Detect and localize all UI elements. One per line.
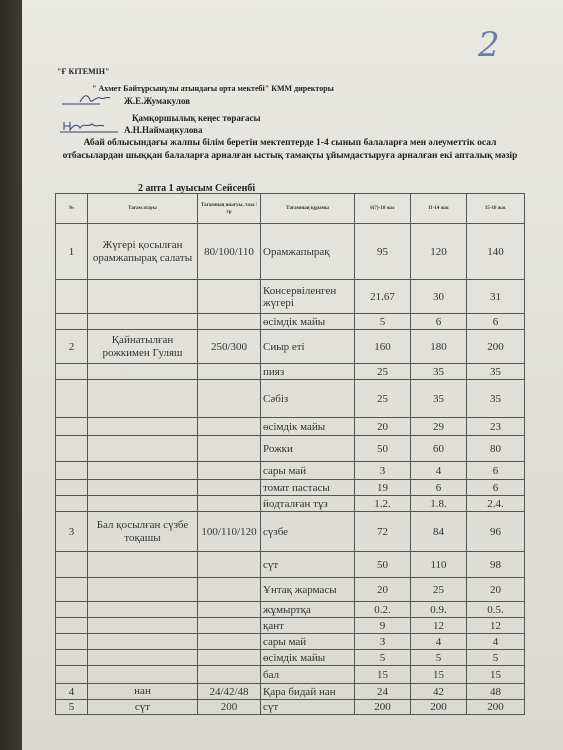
amount-11-14: 12 xyxy=(411,618,467,634)
ingredient-name: сары май xyxy=(261,634,355,650)
amount-15-18: 0.5. xyxy=(467,602,525,618)
dish-name xyxy=(88,314,198,330)
week-line: 2 апта 1 ауысым Сейсенбі xyxy=(138,183,256,194)
amount-15-18: 200 xyxy=(467,700,525,715)
dish-name xyxy=(88,578,198,602)
amount-11-14: 15 xyxy=(411,666,467,684)
column-header: 15-18 жас xyxy=(467,194,525,224)
amount-11-14: 5 xyxy=(411,650,467,666)
table-row xyxy=(56,364,525,380)
amount-15-18: 200 xyxy=(467,330,525,364)
ingredient-name: сүт xyxy=(261,552,355,578)
column-header: 11-14 жас xyxy=(411,194,467,224)
amount-6-10: 20 xyxy=(355,578,411,602)
amount-6-10: 1.2. xyxy=(355,496,411,512)
dish-name xyxy=(88,418,198,436)
row-number xyxy=(56,552,88,578)
amount-11-14: 29 xyxy=(411,418,467,436)
ingredient-name: жұмыртқа xyxy=(261,602,355,618)
table-row xyxy=(56,650,525,666)
handwritten-page-number: 2 xyxy=(478,25,500,65)
table-row xyxy=(56,480,525,496)
dish-name: нан xyxy=(88,684,198,700)
row-number xyxy=(56,618,88,634)
table-row xyxy=(56,418,525,436)
amount-15-18: 48 xyxy=(467,684,525,700)
row-number: 4 xyxy=(56,684,88,700)
menu-table xyxy=(55,193,525,715)
amount-15-18: 80 xyxy=(467,436,525,462)
table-row xyxy=(56,462,525,480)
dish-name xyxy=(88,666,198,684)
dish-yield xyxy=(198,552,261,578)
amount-11-14: 120 xyxy=(411,224,467,280)
amount-11-14: 30 xyxy=(411,280,467,314)
dish-yield xyxy=(198,480,261,496)
dish-yield xyxy=(198,650,261,666)
amount-11-14: 4 xyxy=(411,634,467,650)
dish-yield xyxy=(198,602,261,618)
amount-15-18: 96 xyxy=(467,512,525,552)
column-header: Тағамның құрамы xyxy=(261,194,355,224)
dish-yield xyxy=(198,578,261,602)
row-number: 3 xyxy=(56,512,88,552)
table-row xyxy=(56,380,525,418)
row-number: 1 xyxy=(56,224,88,280)
dish-yield: 100/110/120 xyxy=(198,512,261,552)
council-signature xyxy=(58,118,124,134)
amount-6-10: 15 xyxy=(355,666,411,684)
column-header: Тағамның шығуы, таза / гр xyxy=(198,194,261,224)
amount-6-10: 24 xyxy=(355,684,411,700)
amount-6-10: 50 xyxy=(355,436,411,462)
dish-name xyxy=(88,618,198,634)
dish-name: сүт xyxy=(88,700,198,715)
dish-yield: 24/42/48 xyxy=(198,684,261,700)
director-line: " Ахмет Байтұрсынұлы атындағы орта мектебі" КММ директоры xyxy=(92,84,334,93)
ingredient-name: өсімдік майы xyxy=(261,418,355,436)
ingredient-name: Консервіленген жүгері xyxy=(261,280,355,314)
ingredient-name: қант xyxy=(261,618,355,634)
director-signature xyxy=(60,92,122,106)
dish-name xyxy=(88,634,198,650)
amount-15-18: 12 xyxy=(467,618,525,634)
amount-6-10: 95 xyxy=(355,224,411,280)
dish-yield: 250/300 xyxy=(198,330,261,364)
row-number xyxy=(56,314,88,330)
amount-6-10: 3 xyxy=(355,634,411,650)
amount-11-14: 6 xyxy=(411,314,467,330)
amount-11-14: 0.9. xyxy=(411,602,467,618)
ingredient-name: Сәбіз xyxy=(261,380,355,418)
dish-yield xyxy=(198,418,261,436)
amount-6-10: 21.67 xyxy=(355,280,411,314)
dish-name xyxy=(88,650,198,666)
row-number xyxy=(56,496,88,512)
amount-11-14: 4 xyxy=(411,462,467,480)
dish-name: Қайнатылған рожкимен Гуляш xyxy=(88,330,198,364)
row-number: 5 xyxy=(56,700,88,715)
dish-name xyxy=(88,364,198,380)
ingredient-name: сүзбе xyxy=(261,512,355,552)
row-number xyxy=(56,418,88,436)
amount-6-10: 9 xyxy=(355,618,411,634)
table-row xyxy=(56,552,525,578)
table-row xyxy=(56,618,525,634)
row-number xyxy=(56,380,88,418)
amount-6-10: 5 xyxy=(355,314,411,330)
row-number xyxy=(56,602,88,618)
row-number xyxy=(56,280,88,314)
amount-6-10: 0.2. xyxy=(355,602,411,618)
dish-yield: 200 xyxy=(198,700,261,715)
approval-org: "Ғ КІТЕМІН" xyxy=(57,67,110,76)
dish-yield xyxy=(198,618,261,634)
amount-11-14: 84 xyxy=(411,512,467,552)
ingredient-name: йодталған тұз xyxy=(261,496,355,512)
amount-6-10: 25 xyxy=(355,380,411,418)
dish-yield xyxy=(198,436,261,462)
dish-name xyxy=(88,602,198,618)
row-number xyxy=(56,650,88,666)
table-row xyxy=(56,666,525,684)
amount-15-18: 6 xyxy=(467,480,525,496)
dish-yield xyxy=(198,462,261,480)
dish-name xyxy=(88,280,198,314)
column-header: Тағам атауы xyxy=(88,194,198,224)
amount-15-18: 31 xyxy=(467,280,525,314)
dish-name: Жүгері қосылған орамжапырақ салаты xyxy=(88,224,198,280)
table-row xyxy=(56,700,525,715)
amount-11-14: 35 xyxy=(411,364,467,380)
table-row xyxy=(56,330,525,364)
row-number xyxy=(56,364,88,380)
table-row xyxy=(56,280,525,314)
ingredient-name: бал xyxy=(261,666,355,684)
amount-6-10: 50 xyxy=(355,552,411,578)
dish-yield xyxy=(198,314,261,330)
table-row xyxy=(56,436,525,462)
row-number: 2 xyxy=(56,330,88,364)
table-row xyxy=(56,496,525,512)
dish-yield xyxy=(198,634,261,650)
dish-name xyxy=(88,496,198,512)
amount-15-18: 6 xyxy=(467,314,525,330)
ingredient-name: Рожки xyxy=(261,436,355,462)
amount-6-10: 19 xyxy=(355,480,411,496)
table-row xyxy=(56,578,525,602)
ingredient-name: Қара бидай нан xyxy=(261,684,355,700)
amount-11-14: 42 xyxy=(411,684,467,700)
amount-15-18: 6 xyxy=(467,462,525,480)
dish-yield xyxy=(198,496,261,512)
amount-15-18: 35 xyxy=(467,364,525,380)
amount-15-18: 5 xyxy=(467,650,525,666)
dish-yield xyxy=(198,364,261,380)
dish-name xyxy=(88,462,198,480)
director-name: Ж.Е.Жумакулов xyxy=(124,96,191,106)
amount-11-14: 35 xyxy=(411,380,467,418)
table-header-row xyxy=(56,194,525,224)
ingredient-name: өсімдік майы xyxy=(261,314,355,330)
column-header: № xyxy=(56,194,88,224)
ingredient-name: Орамжапырақ xyxy=(261,224,355,280)
amount-11-14: 1.8. xyxy=(411,496,467,512)
dish-name: Бал қосылған сүзбе тоқашы xyxy=(88,512,198,552)
row-number xyxy=(56,634,88,650)
table-row xyxy=(56,602,525,618)
amount-15-18: 140 xyxy=(467,224,525,280)
amount-11-14: 6 xyxy=(411,480,467,496)
amount-15-18: 98 xyxy=(467,552,525,578)
amount-15-18: 35 xyxy=(467,380,525,418)
ingredient-name: томат пастасы xyxy=(261,480,355,496)
dish-yield xyxy=(198,380,261,418)
amount-6-10: 200 xyxy=(355,700,411,715)
table-row xyxy=(56,634,525,650)
table-row xyxy=(56,314,525,330)
ingredient-name: өсімдік майы xyxy=(261,650,355,666)
council-name: А.Н.Наймаңкулова xyxy=(124,125,203,135)
council-title: Қамқоршылық кеңес төрағасы xyxy=(132,113,261,123)
amount-11-14: 60 xyxy=(411,436,467,462)
amount-6-10: 160 xyxy=(355,330,411,364)
amount-11-14: 110 xyxy=(411,552,467,578)
column-header: 6(7)-10 жас xyxy=(355,194,411,224)
ingredient-name: Сиыр еті xyxy=(261,330,355,364)
ingredient-name: сары май xyxy=(261,462,355,480)
row-number xyxy=(56,666,88,684)
amount-15-18: 15 xyxy=(467,666,525,684)
amount-6-10: 25 xyxy=(355,364,411,380)
ingredient-name: пияз xyxy=(261,364,355,380)
amount-6-10: 72 xyxy=(355,512,411,552)
row-number xyxy=(56,436,88,462)
row-number xyxy=(56,480,88,496)
table-row xyxy=(56,512,525,552)
amount-6-10: 3 xyxy=(355,462,411,480)
ingredient-name: сүт xyxy=(261,700,355,715)
table-row xyxy=(56,684,525,700)
dish-name xyxy=(88,552,198,578)
table-row xyxy=(56,224,525,280)
amount-6-10: 5 xyxy=(355,650,411,666)
dish-name xyxy=(88,480,198,496)
amount-15-18: 2.4. xyxy=(467,496,525,512)
dish-yield xyxy=(198,666,261,684)
ingredient-name: Ұнтақ жармасы xyxy=(261,578,355,602)
dish-yield: 80/100/110 xyxy=(198,224,261,280)
dish-name xyxy=(88,380,198,418)
amount-11-14: 25 xyxy=(411,578,467,602)
amount-15-18: 4 xyxy=(467,634,525,650)
document-title: Абай облысындағы жалпы білім беретін мектептерде 1-4 сынып балаларға мен әлеуметтік осал отбасылардан шыққан балаларға арналған ыстық тамақты ұйымдастыруға арналған екі апталық мәзір xyxy=(62,138,518,161)
dish-name xyxy=(88,436,198,462)
row-number xyxy=(56,578,88,602)
amount-11-14: 200 xyxy=(411,700,467,715)
row-number xyxy=(56,462,88,480)
amount-15-18: 23 xyxy=(467,418,525,436)
amount-11-14: 180 xyxy=(411,330,467,364)
dish-yield xyxy=(198,280,261,314)
amount-15-18: 20 xyxy=(467,578,525,602)
amount-6-10: 20 xyxy=(355,418,411,436)
